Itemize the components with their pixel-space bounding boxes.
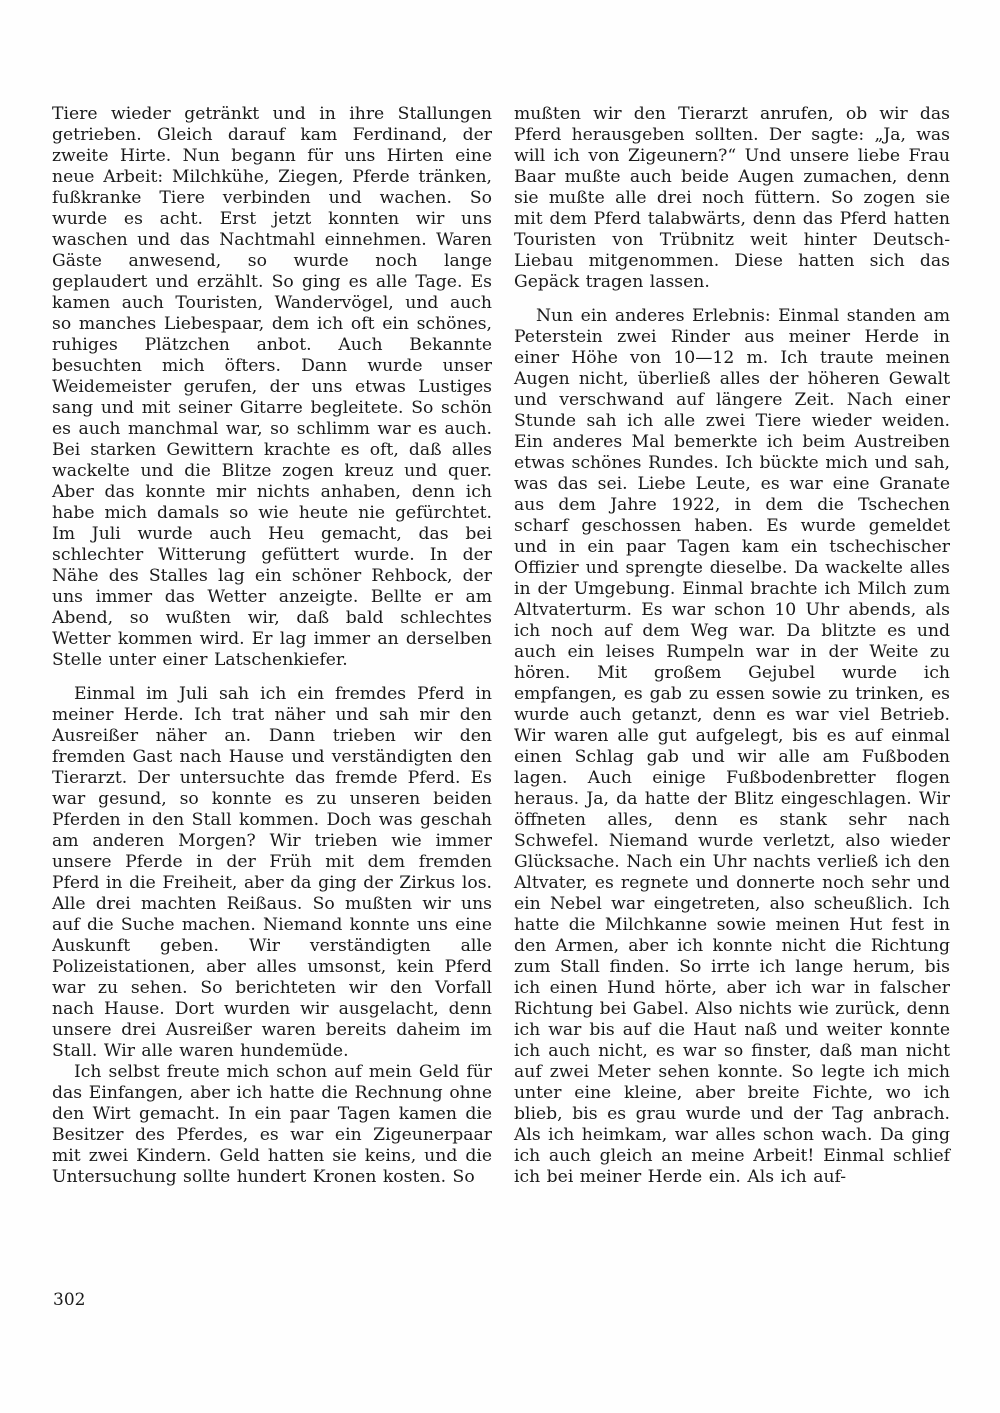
paragraph: Einmal im Juli sah ich ein fremdes Pferd in meiner Herde. Ich trat näher und sah mir den Ausreißer näher an. Dann trieben wir den fremden Gast nach Hause und verständigten den Tierarzt. Der untersuchte das fremde Pferd. Es war gesund, so konnte es zu unseren beiden Pferden in den Stall kommen. Doch was geschah am anderen Morgen? Wir trieben wie immer unsere Pferde in der Früh mit dem fremden Pferd in die Freiheit, aber da ging der Zirkus los. Alle drei machten Reißaus. So mußten wir uns auf die Suche machen. Niemand konnte uns eine Auskunft geben. Wir verständigten alle Polizeistationen, aber alles umsonst, kein Pferd war zu sehen. So berichteten wir den Vorfall nach Hause. Dort wurden wir ausgelacht, denn unsere drei Ausreißer waren bereits daheim im Stall. Wir alle waren hundemüde. [52,684,492,1061]
paragraph: mußten wir den Tierarzt anrufen, ob wir das Pferd herausgeben sollten. Der sagte: „Ja, was will ich von Zigeunern?“ Und unsere liebe Frau Baar mußte auch beide Augen zumachen, denn sie mußte alle drei noch füttern. So zogen sie mit dem Pferd talabwärts, denn das Pferd hatten Touristen von Trübnitz weit hinter Deutsch-Liebau mitgenommen. Diese hatten sich das Gepäck tragen lassen. [514,104,950,292]
left-column [52,104,492,1188]
page-number: 302 [53,1290,86,1310]
paragraph: Ich selbst freute mich schon auf mein Geld für das Einfangen, aber ich hatte die Rechnung ohne den Wirt gemacht. In ein paar Tagen kamen die Besitzer des Pferdes, es war ein Zigeunerpaar mit zwei Kindern. Geld hatten sie keins, und die Untersuchung sollte hundert Kronen kosten. So [52,1062,492,1187]
right-column [514,104,950,1188]
paragraph: Nun ein anderes Erlebnis: Einmal standen am Peterstein zwei Rinder aus meiner Herde in einer Höhe von 10—12 m. Ich traute meinen Augen nicht, überließ alles der höheren Gewalt und verschwand auf längere Zeit. Nach einer Stunde sah ich alle zwei Tiere wieder weiden. Ein anderes Mal bemerkte ich beim Austreiben etwas schönes Rundes. Ich bückte mich und sah, was das sei. Liebe Leute, es war eine Granate aus dem Jahre 1922, in dem die Tschechen scharf geschossen haben. Es wurde gemeldet und in ein paar Tagen kam ein tschechischer Offizier und sprengte dieselbe. Da wackelte alles in der Umgebung. Einmal brachte ich Milch zum Altvaterturm. Es war schon 10 Uhr abends, als ich noch auf dem Weg war. Da blitzte es und auch ein leises Rumpeln war in der Weite zu hören. Mit großem Gejubel wurde ich empfangen, es gab zu essen sowie zu trinken, es wurde auch getanzt, denn es war viel Betrieb. Wir waren alle gut aufgelegt, bis es auf einmal einen Schlag gab und wir alle am Fußboden lagen. Auch einige Fußbodenbretter flogen heraus. Ja, da hatte der Blitz eingeschlagen. Wir öffneten alles, denn es stank sehr nach Schwefel. Niemand wurde verletzt, also wieder Glücksache. Nach ein Uhr nachts verließ ich den Altvater, es regnete und donnerte noch sehr und ein Nebel war eingetreten, also scheußlich. Ich hatte die Milchkanne sowie meinen Hut fest in den Armen, aber ich konnte nicht die Richtung zum Stall finden. So irrte ich lange herum, bis ich einen Hund hörte, aber ich war in falscher Richtung bei Gabel. Also nichts wie zurück, denn ich war bis auf die Haut naß und weiter konnte ich auch nicht, es war so finster, daß man nicht auf zwei Meter sehen konnte. So legte ich mich unter eine kleine, aber breite Fichte, wo ich blieb, bis es grau wurde und der Tag anbrach. Als ich heimkam, war alles schon wach. Da ging ich auch gleich an meine Arbeit! Einmal schlief ich bei meiner Herde ein. Als ich auf- [514,306,950,1187]
paragraph: Tiere wieder getränkt und in ihre Stallungen getrieben. Gleich darauf kam Ferdinand, der zweite Hirte. Nun begann für uns Hirten eine neue Arbeit: Milchkühe, Ziegen, Pferde tränken, fußkranke Tiere verbinden und wachen. So wurde es acht. Erst jetzt konnten wir uns waschen und das Nachtmahl einnehmen. Waren Gäste anwesend, so wurde noch lange geplaudert und erzählt. So ging es alle Tage. Es kamen auch Touristen, Wandervögel, und auch so manches Liebespaar, dem ich oft ein schönes, ruhiges Plätzchen anbot. Auch Bekannte besuchten mich öfters. Dann wurde unser Weidemeister gerufen, der uns etwas Lustiges sang und mit seiner Gitarre begleitete. So schön es auch manchmal war, so schlimm war es auch. Bei starken Gewittern krachte es oft, daß alles wackelte und die Blitze zogen kreuz und quer. Aber das konnte mir nichts anhaben, denn ich habe mich damals so wie heute nie gefürchtet. Im Juli wurde auch Heu gemacht, das bei schlechter Witterung gefüttert wurde. In der Nähe des Stalles lag ein schöner Rehbock, der uns immer das Wetter anzeigte. Bellte er am Abend, so wußten wir, daß bald schlechtes Wetter kommen wird. Er lag immer an derselben Stelle unter einer Latschenkiefer. [52,104,492,670]
